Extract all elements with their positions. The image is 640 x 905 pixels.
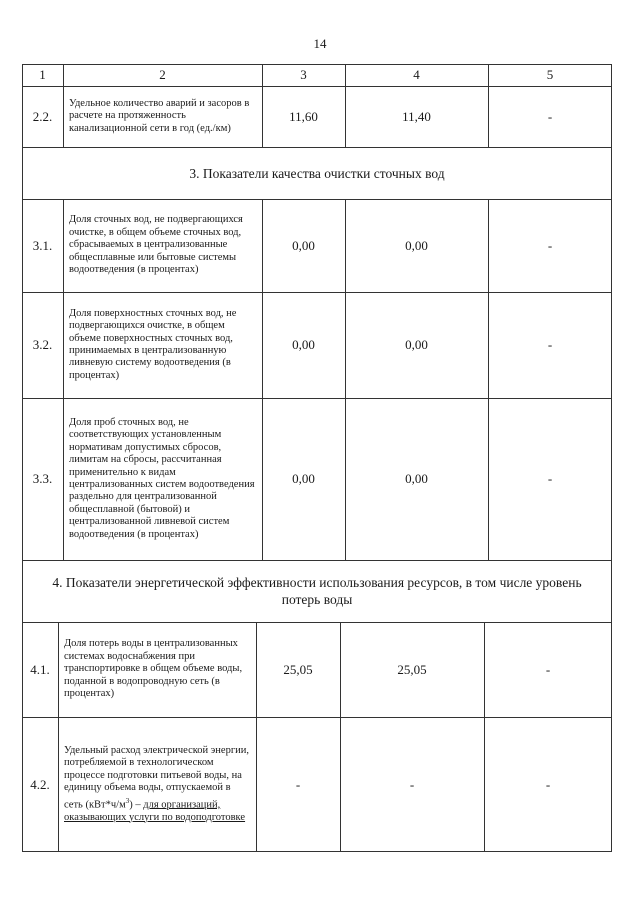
section-heading-4: 4. Показатели энергетической эффективности использования ресурсов, в том числе уровень потерь воды [52,575,582,607]
row-number: 2.2. [32,108,53,124]
value-col-5: - [547,108,553,124]
header-col-4: 4 [413,67,420,82]
value-col-4: 0,00 [405,237,428,253]
header-col-2: 2 [159,67,166,82]
indicator-description: Доля потерь воды в централизованных системах водоснабжения при транспортировке в общем объеме воды, поданной в водопроводную сеть (в процентах) [64,638,243,700]
header-col-3: 3 [300,67,307,82]
description-text: ) – [129,799,144,811]
indicator-description: Удельное количество аварий и засоров в расчете на протяженность канализационной сети в год (ед./км) [69,97,250,134]
row-number: 3.3. [32,471,53,486]
indicator-description: Доля сточных вод, не подвергающихся очистке, в общем объеме сточных вод, сбрасываемых в централизованные общесплавные или бытовые системы водоотведения (в процентах) [69,214,243,276]
underlined-note: для организаций, оказывающих услуги по водоподготовке [64,799,246,823]
value-col-3: - [295,776,301,792]
value-col-4: 25,05 [397,661,427,677]
indicator-description [58,717,256,852]
header-col-1: 1 [39,67,46,82]
description-text: Удельный расход электрической энергии, потребляемой в технологическом процессе подготовки питьевой воды, на единицу объема воды, отпускаемой в сеть (кВт*ч/м [64,745,250,811]
value-col-3: 25,05 [283,661,313,677]
value-col-4: 11,40 [402,108,431,124]
page-number: 14 [313,36,327,51]
indicator-description: Доля поверхностных сточных вод, не подвергающихся очистке, в общем объеме поверхностных сточных вод, принимаемых в централизованную ливневую систему водоотведения (в процентах) [69,307,237,381]
value-col-5: - [547,237,553,253]
value-col-3: 0,00 [292,337,315,352]
value-col-5: - [547,471,553,486]
value-col-3: 11,60 [289,108,318,124]
value-col-5: - [547,337,553,352]
value-col-4: 0,00 [405,471,428,486]
value-col-4: 0,00 [405,337,428,352]
row-number: 3.1. [32,237,53,253]
indicator-description: Доля проб сточных вод, не соответствующих установленным нормативам допустимых сбросов, лимитам на сбросы, рассчитанная применительно к видам централизованных систем водоотведения раздельно для централизованной общесплавной (бытовой) и централизованной ливневой систем водоотведения (в процентах) [69,416,255,540]
section-heading-3: 3. Показатели качества очистки сточных вод [189,165,445,181]
value-col-5: - [545,661,551,677]
header-col-5: 5 [546,67,554,82]
row-number: 4.2. [30,776,50,792]
value-col-3: 0,00 [292,471,315,486]
superscript: 3 [125,796,130,805]
value-col-5: - [545,776,551,792]
row-number: 4.1. [30,661,50,677]
row-number: 3.2. [32,337,53,352]
value-col-4: - [409,776,415,792]
value-col-3: 0,00 [292,237,315,253]
